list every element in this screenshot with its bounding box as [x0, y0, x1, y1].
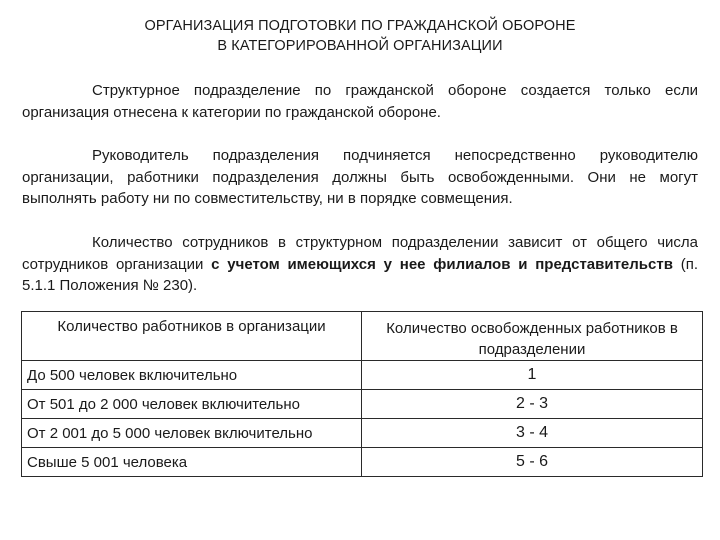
paragraph-3-indent: [22, 234, 92, 251]
table-row: [22, 448, 703, 477]
paragraph-2-indent: [22, 147, 92, 164]
table-cell-count: 5 - 6: [362, 448, 703, 477]
paragraph-1-indent: [22, 82, 92, 99]
title-line-1: ОРГАНИЗАЦИЯ ПОДГОТОВКИ ПО ГРАЖДАНСКОЙ ОБОРОНЕ: [144, 18, 576, 34]
table-cell-range: От 501 до 2 000 человек включительно: [22, 390, 362, 419]
paragraph-3-text-end: (п. 5.1.1 Положения № 230).: [22, 255, 699, 294]
paragraph-1: [22, 80, 698, 123]
table-cell-range: От 2 001 до 5 000 человек включительно: [22, 419, 362, 448]
table-header-employees: Количество работников в организации: [22, 312, 362, 361]
table-row: [22, 361, 703, 390]
paragraph-1-text: Структурное подразделение по гражданской обороне создается только если организация отнесена к категории по гражданской обороне.: [22, 82, 698, 121]
table-cell-count: 3 - 4: [362, 419, 703, 448]
table-cell-count: 2 - 3: [362, 390, 703, 419]
paragraph-2-text: Руководитель подразделения подчиняется непосредственно руководителю организации, работники подразделения должны быть освобожденными. Они не могут выполнять работу ни по совместительству, ни в порядке совмещения.: [22, 147, 698, 207]
page-title: [0, 16, 720, 56]
paragraph-3-text-bold: с учетом имеющихся у нее филиалов и представительств: [211, 255, 673, 273]
table-cell-count: 1: [362, 361, 703, 390]
paragraph-3: [22, 232, 698, 297]
staff-count-table: [21, 311, 703, 477]
title-line-2: В КАТЕГОРИРОВАННОЙ ОРГАНИЗАЦИИ: [217, 38, 503, 54]
table-row: [22, 390, 703, 419]
paragraph-3-text-start: Количество сотрудников в структурном подразделении зависит от общего числа сотрудников организации: [22, 234, 698, 273]
table-row: [22, 419, 703, 448]
table-cell-range: До 500 человек включительно: [22, 361, 362, 390]
paragraph-2: [22, 145, 698, 210]
table-header-row: [22, 312, 703, 361]
table-header-staff: Количество освобожденных работников в подразделении: [362, 312, 703, 361]
table-cell-range: Свыше 5 001 человека: [22, 448, 362, 477]
